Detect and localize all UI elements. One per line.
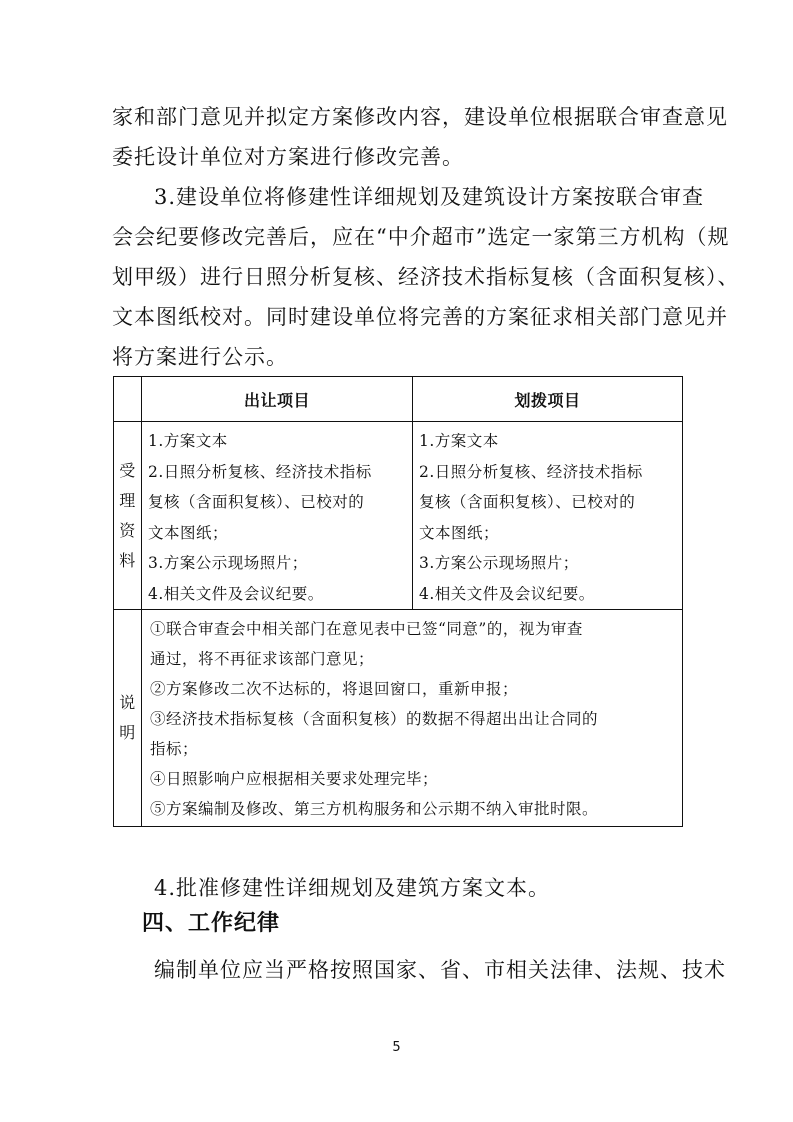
note-line: ③经济技术指标复核（含面积复核）的数据不得超出出让合同的: [150, 710, 599, 728]
header-allocation: 划拨项目: [413, 377, 683, 422]
list-item: 4.相关文件及会议纪要。: [148, 584, 324, 603]
paragraph-4: [112, 950, 726, 990]
list-item: 3.方案公示现场照片；: [148, 554, 308, 572]
list-item: 1.方案文本: [148, 432, 228, 450]
notes-row: [114, 610, 683, 827]
notes-label: 说 明: [114, 610, 142, 827]
note-line: 指标；: [150, 740, 199, 758]
text-line: 将方案进行公示。: [112, 345, 288, 369]
list-item: 文本图纸；: [148, 523, 229, 542]
materials-label: 受 理 资 料: [114, 422, 142, 610]
materials-row: [114, 422, 683, 610]
note-line: ①联合审查会中相关部门在意见表中已签“同意”的，视为审查: [150, 620, 583, 638]
list-item: 2.日照分析复核、经济技术指标: [148, 462, 372, 481]
text-line: 3.建设单位将修建性详细规划及建筑设计方案按联合审查: [154, 185, 705, 209]
transfer-materials-cell: [142, 422, 413, 610]
text-line: 4.批准修建性详细规划及建筑方案文本。: [154, 876, 551, 900]
header-transfer: 出让项目: [142, 377, 413, 422]
note-line: ②方案修改二次不达标的，将退回窗口，重新申报；: [150, 680, 519, 698]
text-line: 编制单位应当严格按照国家、省、市相关法律、法规、技术: [154, 958, 726, 982]
list-item: 2.日照分析复核、经济技术指标: [419, 462, 643, 481]
paragraph-2: [112, 177, 740, 377]
header-blank-cell: [114, 377, 142, 422]
note-line: 通过，将不再征求该部门意见；: [150, 650, 375, 668]
note-line: ④日照影响户应根据相关要求处理完毕；: [150, 770, 439, 788]
page-number: 5: [392, 1040, 401, 1055]
text-line: 文本图纸校对。同时建设单位将完善的方案征求相关部门意见并: [112, 305, 728, 329]
list-item: 4.相关文件及会议纪要。: [419, 584, 595, 603]
paragraph-1: [112, 97, 728, 177]
text-line: 划甲级）进行日照分析复核、经济技术指标复核（含面积复核）、: [112, 265, 740, 289]
text-line: 委托设计单位对方案进行修改完善。: [112, 145, 464, 169]
list-item: 复核（含面积复核）、已校对的: [419, 493, 636, 511]
list-item: 复核（含面积复核）、已校对的: [148, 493, 365, 511]
notes-cell: [142, 610, 683, 827]
allocation-materials-cell: [413, 422, 683, 610]
list-item: 3.方案公示现场照片；: [419, 554, 579, 572]
note-line: ⑤方案编制及修改、第三方机构服务和公示期不纳入审批时限。: [150, 800, 599, 818]
list-item: 文本图纸；: [419, 523, 500, 542]
list-item: 1.方案文本: [419, 432, 499, 450]
section-heading: 四、工作纪律: [142, 911, 281, 936]
text-line: 会会纪要修改完善后，应在“中介超市”选定一家第三方机构（规: [112, 225, 730, 249]
text-line: 家和部门意见并拟定方案修改内容，建设单位根据联合审查意见: [112, 105, 728, 129]
table-header-row: [114, 377, 683, 422]
requirements-table: [113, 376, 683, 827]
paragraph-3: [112, 868, 702, 908]
